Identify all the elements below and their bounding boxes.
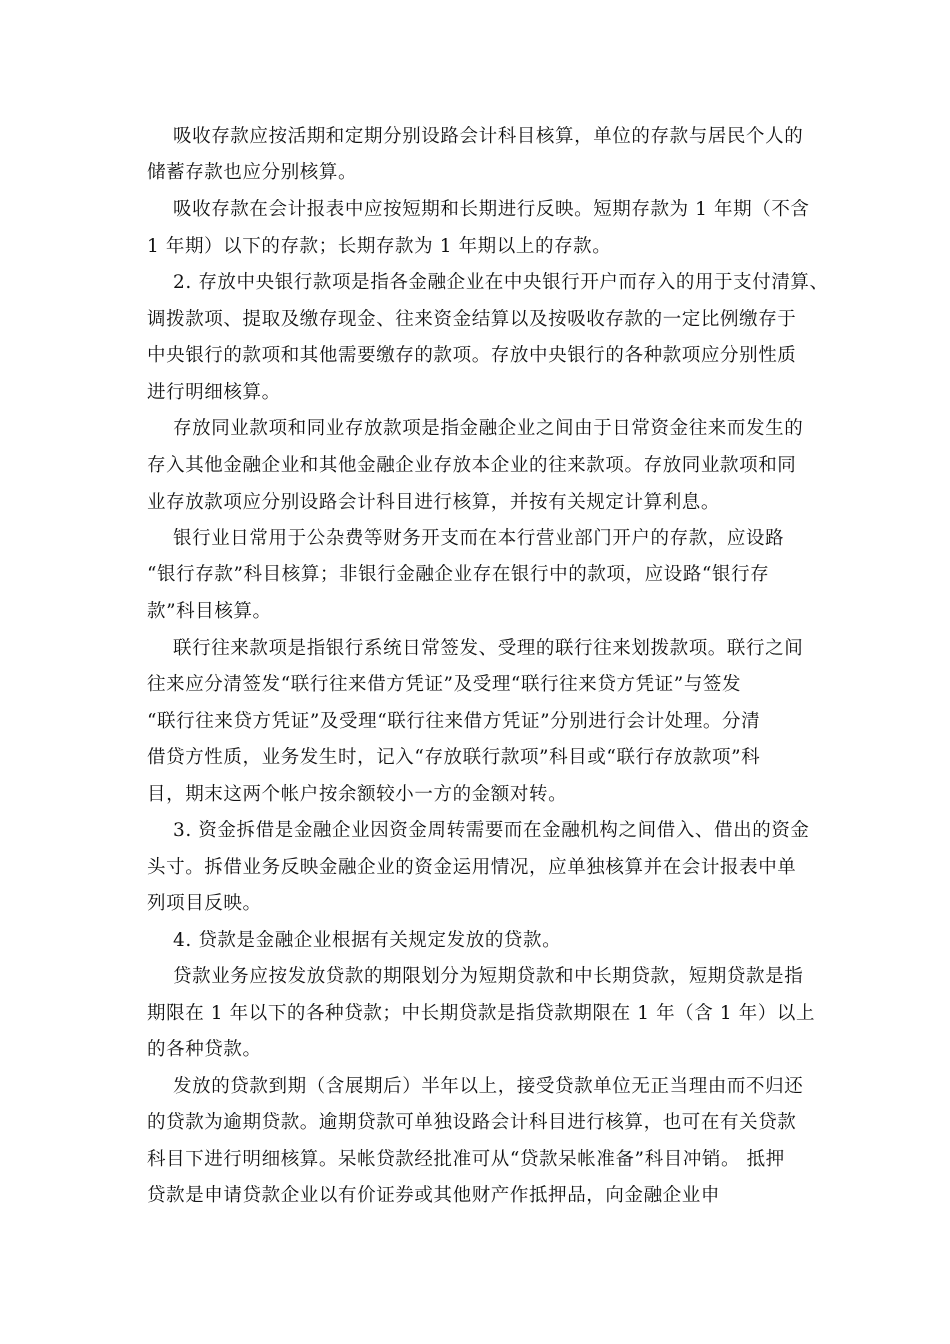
text-line: 贷款业务应按发放贷款的期限划分为短期贷款和中长期贷款，短期贷款是指	[173, 966, 804, 987]
text-line: 银行业日常用于公杂费等财务开支而在本行营业部门开户的存款，应设路	[173, 528, 785, 549]
text-line: 往来应分清签发“联行往来借方凭证”及受理“联行往来贷方凭证”与签发	[147, 674, 742, 695]
text-line: “银行存款”科目核算；非银行金融企业存在银行中的款项，应设路“银行存	[147, 564, 770, 585]
text-line: 储蓄存款也应分别核算。	[147, 162, 358, 183]
text-line: 进行明细核算。	[147, 382, 281, 403]
text-line: 目，期末这两个帐户按余额较小一方的金额对转。	[147, 784, 568, 805]
text-line: “联行往来贷方凭证”及受理“联行往来借方凭证”分别进行会计处理。分清	[147, 711, 761, 732]
text-line: 借贷方性质，业务发生时，记入“存放联行款项”科目或“联行存放款项”科	[147, 747, 761, 768]
text-line: 存入其他金融企业和其他金融企业存放本企业的往来款项。存放同业款项和同	[147, 455, 797, 476]
text-line: 发放的贷款到期（含展期后）半年以上，接受贷款单位无正当理由而不归还	[173, 1076, 804, 1097]
text-line: 头寸。拆借业务反映金融企业的资金运用情况，应单独核算并在会计报表中单	[147, 857, 797, 878]
text-line: 中央银行的款项和其他需要缴存的款项。存放中央银行的各种款项应分别性质	[147, 345, 797, 366]
text-line: 列项目反映。	[147, 893, 262, 914]
text-line: 科目下进行明细核算。呆帐贷款经批准可从“贷款呆帐准备”科目冲销。 抵押	[147, 1149, 785, 1170]
text-line: 1 年期）以下的存款；长期存款为 1 年期以上的存款。	[147, 236, 612, 257]
text-line: 款”科目核算。	[147, 601, 272, 622]
text-line: 调拨款项、提取及缴存现金、往来资金结算以及按吸收存款的一定比例缴存于	[147, 309, 797, 330]
text-line: 联行往来款项是指银行系统日常签发、受理的联行往来划拨款项。联行之间	[173, 638, 804, 659]
text-line: 业存放款项应分别设路会计科目进行核算，并按有关规定计算利息。	[147, 492, 721, 513]
text-line: 吸收存款应按活期和定期分别设路会计科目核算，单位的存款与居民个人的	[173, 126, 804, 147]
text-line: 存放同业款项和同业存放款项是指金融企业之间由于日常资金往来而发生的	[173, 418, 804, 439]
text-line: 贷款是申请贷款企业以有价证券或其他财产作抵押品，向金融企业申	[147, 1185, 721, 1206]
text-line: 吸收存款在会计报表中应按短期和长期进行反映。短期存款为 1 年期（不含	[173, 199, 810, 220]
text-line: 期限在 1 年以下的各种贷款；中长期贷款是指贷款期限在 1 年（含 1 年）以上	[147, 1003, 816, 1024]
text-line: 的贷款为逾期贷款。逾期贷款可单独设路会计科目进行核算，也可在有关贷款	[147, 1112, 797, 1133]
text-line: 的各种贷款。	[147, 1039, 262, 1060]
text-line: 3. 资金拆借是金融企业因资金周转需要而在金融机构之间借入、借出的资金	[173, 820, 810, 841]
text-line: 2. 存放中央银行款项是指各金融企业在中央银行开户而存入的用于支付清算、	[173, 272, 829, 293]
text-line: 4. 贷款是金融企业根据有关规定发放的贷款。	[173, 930, 562, 951]
